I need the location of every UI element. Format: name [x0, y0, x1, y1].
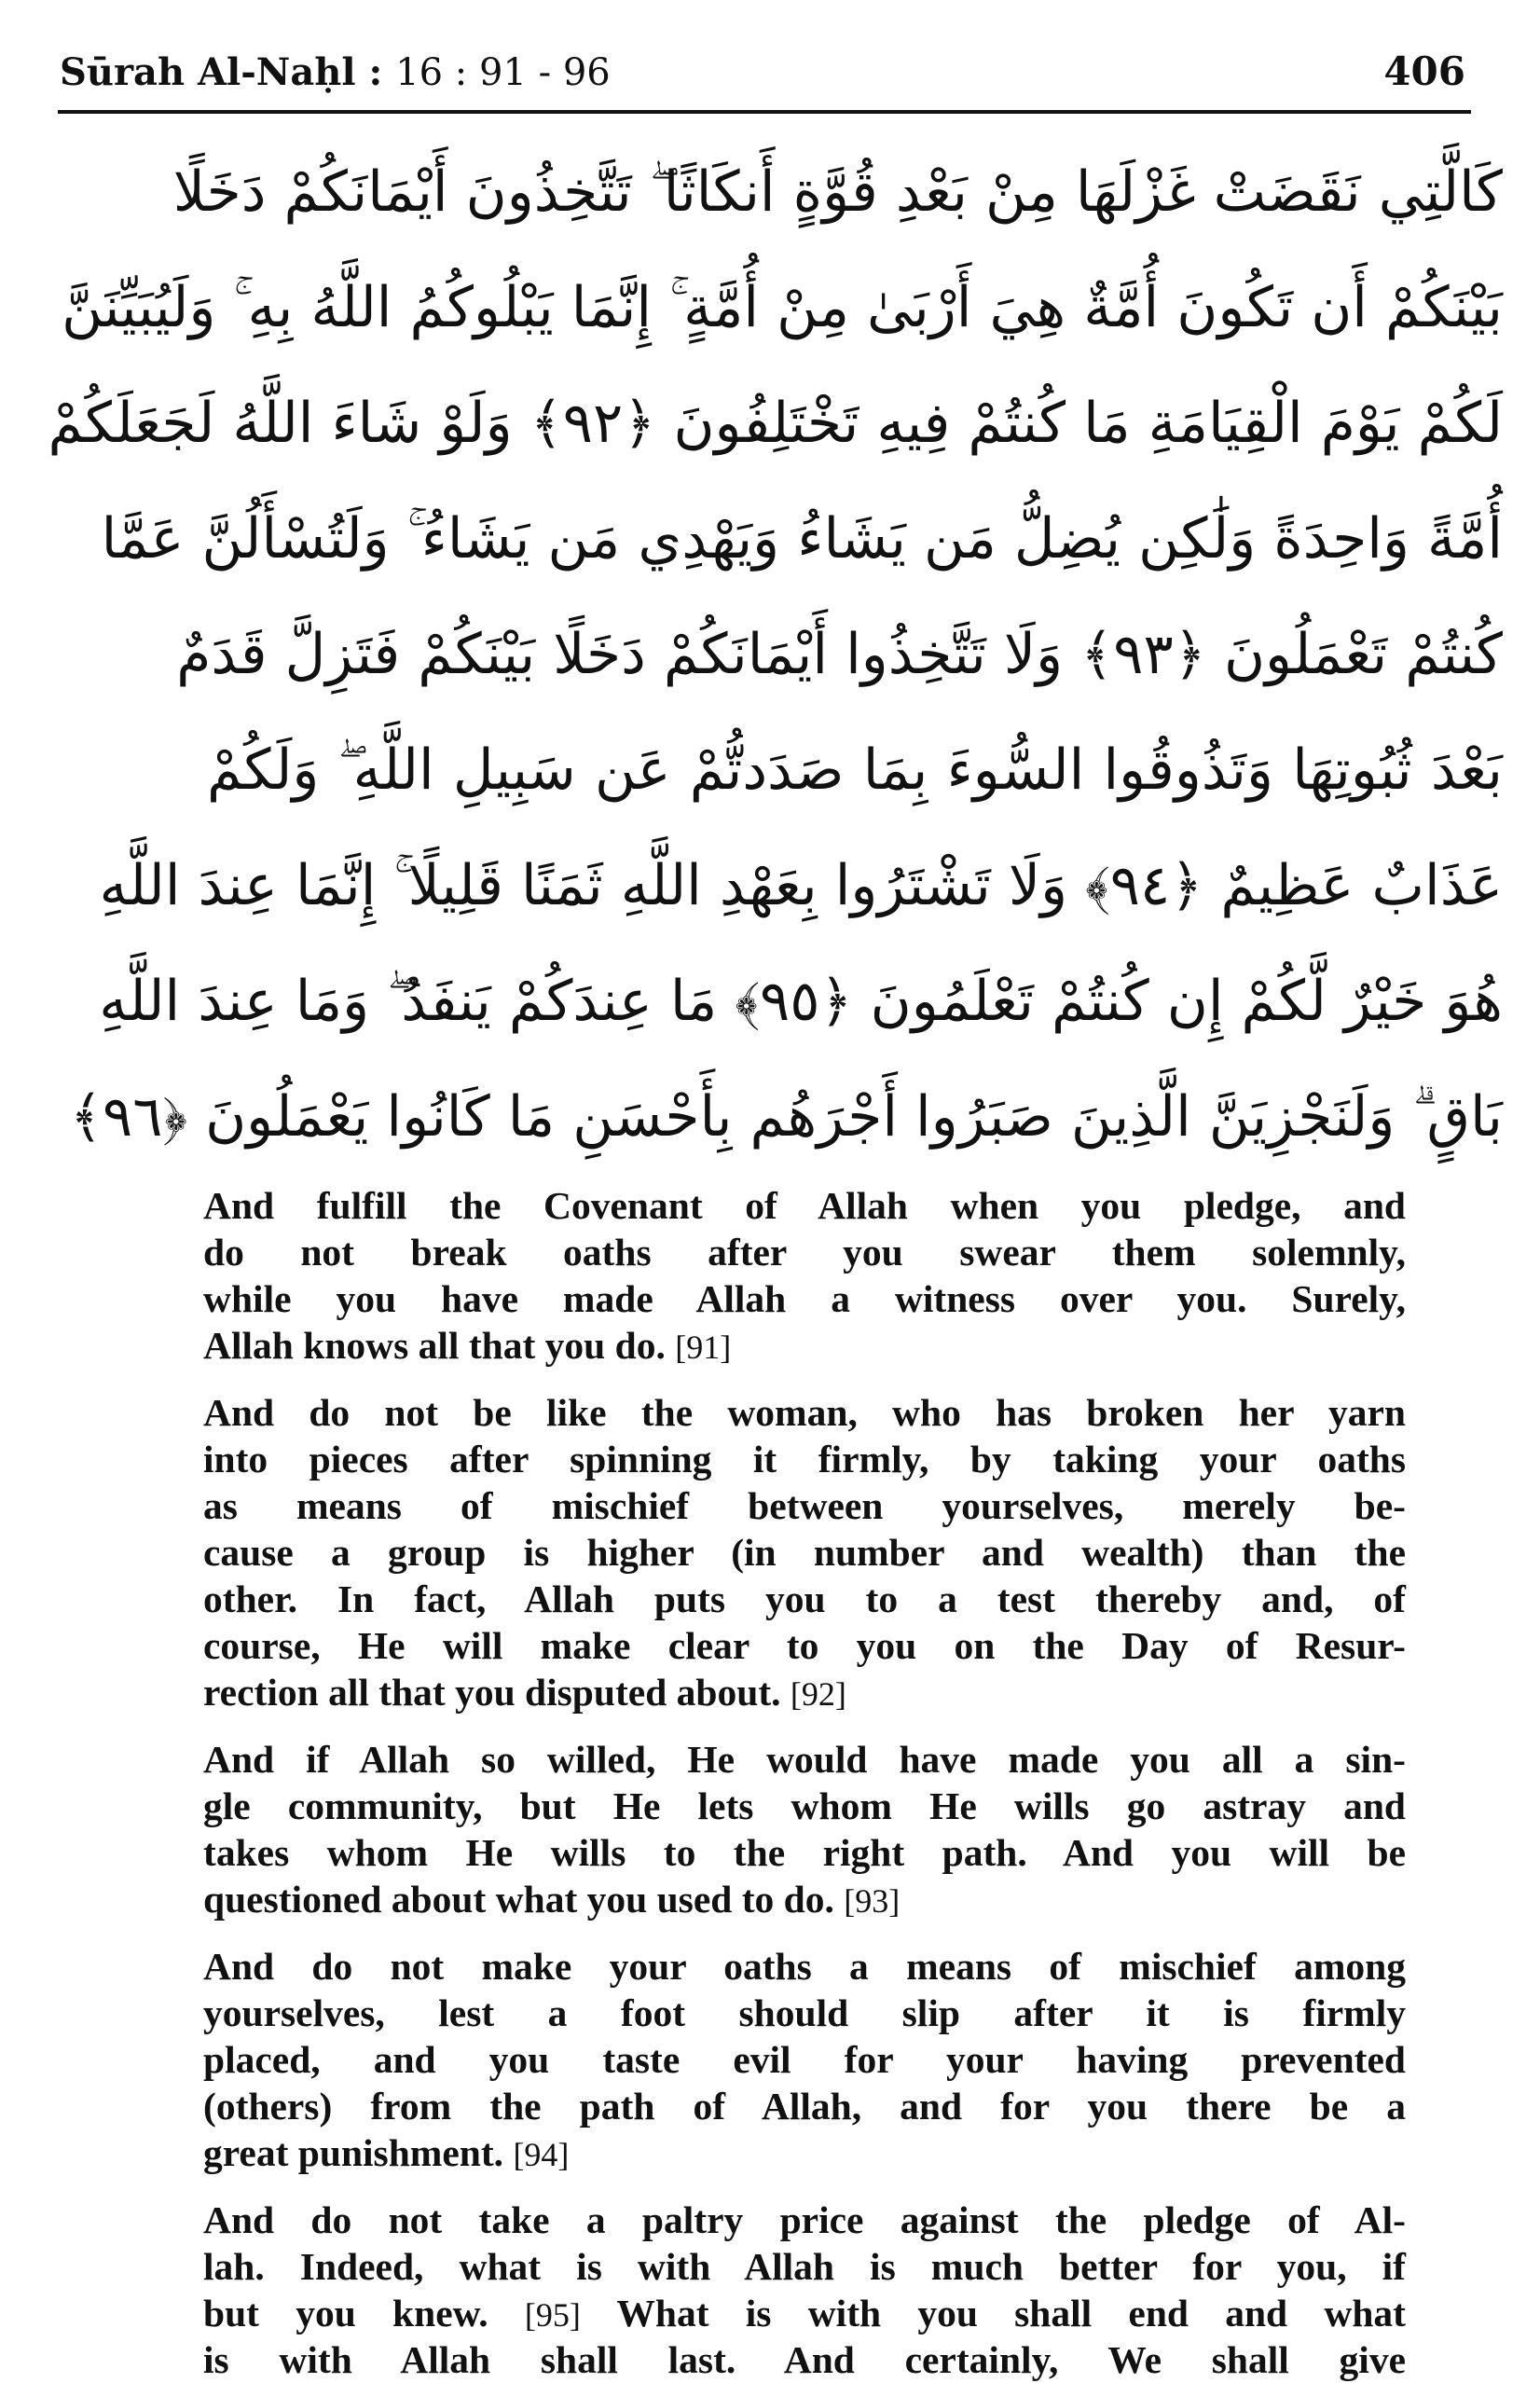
arabic-line: أُمَّةً وَاحِدَةً وَلَٰكِن يُضِلُّ مَن يَشَاءُ وَيَهْدِي مَن يَشَاءُ ۚ وَلَتُسْأَلُنَّ عَمَّا	[101, 506, 1503, 572]
verse-number: [91]	[675, 1329, 732, 1366]
translation-text: questioned about what you used to do.	[203, 1878, 834, 1921]
translation-paragraph-92	[203, 1389, 1406, 1715]
arabic-line: هُوَ خَيْرٌ لَّكُمْ إِن كُنتُمْ تَعْلَمُونَ ﴿٩٥﴾ مَا عِندَكُمْ يَنفَدُ ۖ وَمَا عِندَ اللَّهِ	[99, 969, 1503, 1034]
translation-line: takes whom He wills to the right path. And you will be	[203, 1831, 1406, 1874]
translation-line: And fulfill the Covenant of Allah when you pledge, and	[203, 1184, 1406, 1227]
translation-line	[203, 2290, 1406, 2336]
verse-number: [95]	[524, 2296, 581, 2334]
page-header	[58, 37, 1471, 114]
translation-line: And if Allah so willed, He would have made you all a sin-	[203, 1738, 1406, 1781]
page	[48, 37, 1503, 2381]
translation-text: great punishment.	[203, 2131, 504, 2174]
translation-line: yourselves, lest a foot should slip after it is firmly	[203, 1991, 1406, 2034]
arabic-line: بَعْدَ ثُبُوتِهَا وَتَذُوقُوا السُّوءَ بِمَا صَدَدتُّمْ عَن سَبِيلِ اللَّهِ ۖ وَلَكُمْ	[207, 737, 1503, 803]
translation-text: Allah knows all that you do.	[203, 1324, 666, 1367]
translation-line: as means of mischief between yourselves, merely be-	[203, 1484, 1406, 1527]
translation-paragraph-93	[203, 1736, 1406, 1922]
arabic-line: لَكُمْ يَوْمَ الْقِيَامَةِ مَا كُنتُمْ فِيهِ تَخْتَلِفُونَ ﴿٩٢﴾ وَلَوْ شَاءَ اللَّهُ لَجَعَلَكُمْ	[48, 391, 1503, 456]
translation-paragraph-95-96	[203, 2197, 1406, 2383]
translation-text: rection all that you disputed about.	[203, 1671, 781, 1714]
page-number: 406	[1383, 48, 1465, 94]
arabic-text-block	[48, 134, 1503, 1175]
translation-line: (others) from the path of Allah, and for you there be a	[203, 2085, 1406, 2128]
translation-text: What is with you shall end and what	[616, 2292, 1406, 2335]
translation-line: lah. Indeed, what is with Allah is much better for you, if	[203, 2245, 1406, 2288]
translation-line	[203, 1322, 1406, 1369]
arabic-line: كُنتُمْ تَعْمَلُونَ ﴿٩٣﴾ وَلَا تَتَّخِذُوا أَيْمَانَكُمْ دَخَلًا بَيْنَكُمْ فَتَزِلَّ قَدَمٌ	[176, 622, 1503, 687]
translation-line: do not break oaths after you swear them solemnly,	[203, 1231, 1406, 1274]
translation-line: And do not take a paltry price against the pledge of Al-	[203, 2198, 1406, 2241]
surah-title: Sūrah Al-Naḥl :	[60, 50, 383, 94]
verse-number: [93]	[844, 1882, 901, 1920]
translation-text: but you knew.	[203, 2292, 488, 2335]
translation-line	[203, 2129, 1406, 2176]
verse-number: [92]	[790, 1675, 846, 1713]
arabic-line: عَذَابٌ عَظِيمٌ ﴿٩٤﴾ وَلَا تَشْتَرُوا بِعَهْدِ اللَّهِ ثَمَنًا قَلِيلًا ۚ إِنَّمَا عِندَ اللَّهِ	[99, 853, 1503, 918]
translation-line: is with Allah shall last. And certainly, We shall give	[203, 2338, 1406, 2381]
verse-number: [94]	[513, 2136, 570, 2173]
running-title	[60, 50, 611, 94]
translation-line	[203, 1669, 1406, 1715]
translation-line: cause a group is higher (in number and wealth) than the	[203, 1531, 1406, 1574]
arabic-line: كَالَّتِي نَقَضَتْ غَزْلَهَا مِنْ بَعْدِ قُوَّةٍ أَنكَاثًا ۖ تَتَّخِذُونَ أَيْمَانَكُمْ دَخَلًا	[172, 159, 1503, 225]
translation-paragraph-91	[203, 1182, 1406, 1369]
translation-line: gle community, but He lets whom He wills go astray and	[203, 1784, 1406, 1827]
translation-paragraph-94	[203, 1943, 1406, 2176]
translation-line: And do not be like the woman, who has broken her yarn	[203, 1391, 1406, 1434]
translation-line: And do not make your oaths a means of mischief among	[203, 1945, 1406, 1988]
translation-line: while you have made Allah a witness over you. Surely,	[203, 1277, 1406, 1320]
translation-line: course, He will make clear to you on the Day of Resur-	[203, 1624, 1406, 1667]
arabic-line: بَاقٍ ۗ وَلَنَجْزِيَنَّ الَّذِينَ صَبَرُوا أَجْرَهُم بِأَحْسَنِ مَا كَانُوا يَعْمَلُونَ ﴿٩٦﴾	[69, 1084, 1503, 1150]
arabic-line: بَيْنَكُمْ أَن تَكُونَ أُمَّةٌ هِيَ أَرْبَىٰ مِنْ أُمَّةٍ ۚ إِنَّمَا يَبْلُوكُمُ اللَّهُ بِهِ ۚ وَلَيُبَيِّنَنَّ	[62, 275, 1503, 340]
translation-line: into pieces after spinning it firmly, by taking your oaths	[203, 1438, 1406, 1481]
verse-range: 16 : 91 - 96	[395, 51, 611, 94]
translation-line: placed, and you taste evil for your having prevented	[203, 2038, 1406, 2081]
translation-line: other. In fact, Allah puts you to a test thereby and, of	[203, 1577, 1406, 1620]
translation-line	[203, 1876, 1406, 1922]
translation-block	[203, 1182, 1406, 2383]
